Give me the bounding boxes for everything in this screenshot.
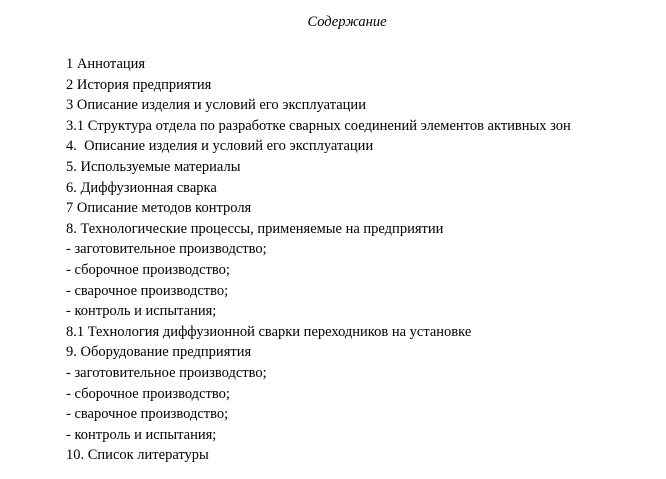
toc-line-8-1: 8.1 Технология диффузионной сварки переходников на установке (66, 323, 472, 340)
toc-subitem-8-d: - контроль и испытания; (66, 303, 217, 320)
toc-line-1: 1 Аннотация (66, 56, 146, 72)
toc-line-8: 8. Технологические процессы, применяемые на предприятии (66, 220, 444, 237)
toc-subitem-9-b: - сборочное производство; (66, 385, 230, 402)
toc-line-3-1: 3.1 Структура отдела по разработке сварных соединений элементов активных зон (66, 117, 571, 134)
toc-subitem-9-c: - сварочное производство; (66, 406, 229, 423)
table-of-contents (66, 54, 571, 466)
toc-line-10: 10. Список литературы (66, 447, 209, 464)
toc-subitem-8-b: - сборочное производство; (66, 261, 230, 278)
toc-subitem-9-a: - заготовительное производство; (66, 364, 267, 381)
toc-subitem-8-c: - сварочное производство; (66, 282, 229, 299)
toc-subitem-8-a: - заготовительное производство; (66, 241, 267, 258)
toc-line-9: 9. Оборудование предприятия (66, 344, 252, 361)
toc-line-3: 3 Описание изделия и условий его эксплуатации (66, 97, 366, 114)
toc-line-5: 5. Используемые материалы (66, 158, 241, 175)
contents-title: Содержание (307, 14, 387, 30)
toc-line-4: 4. Описание изделия и условий его эксплуатации (66, 138, 374, 155)
toc-line-6: 6. Диффузионная сварка (66, 179, 217, 196)
toc-subitem-9-d: - контроль и испытания; (66, 426, 217, 443)
toc-line-7: 7 Описание методов контроля (66, 200, 252, 217)
toc-line-2: 2 История предприятия (66, 76, 212, 93)
